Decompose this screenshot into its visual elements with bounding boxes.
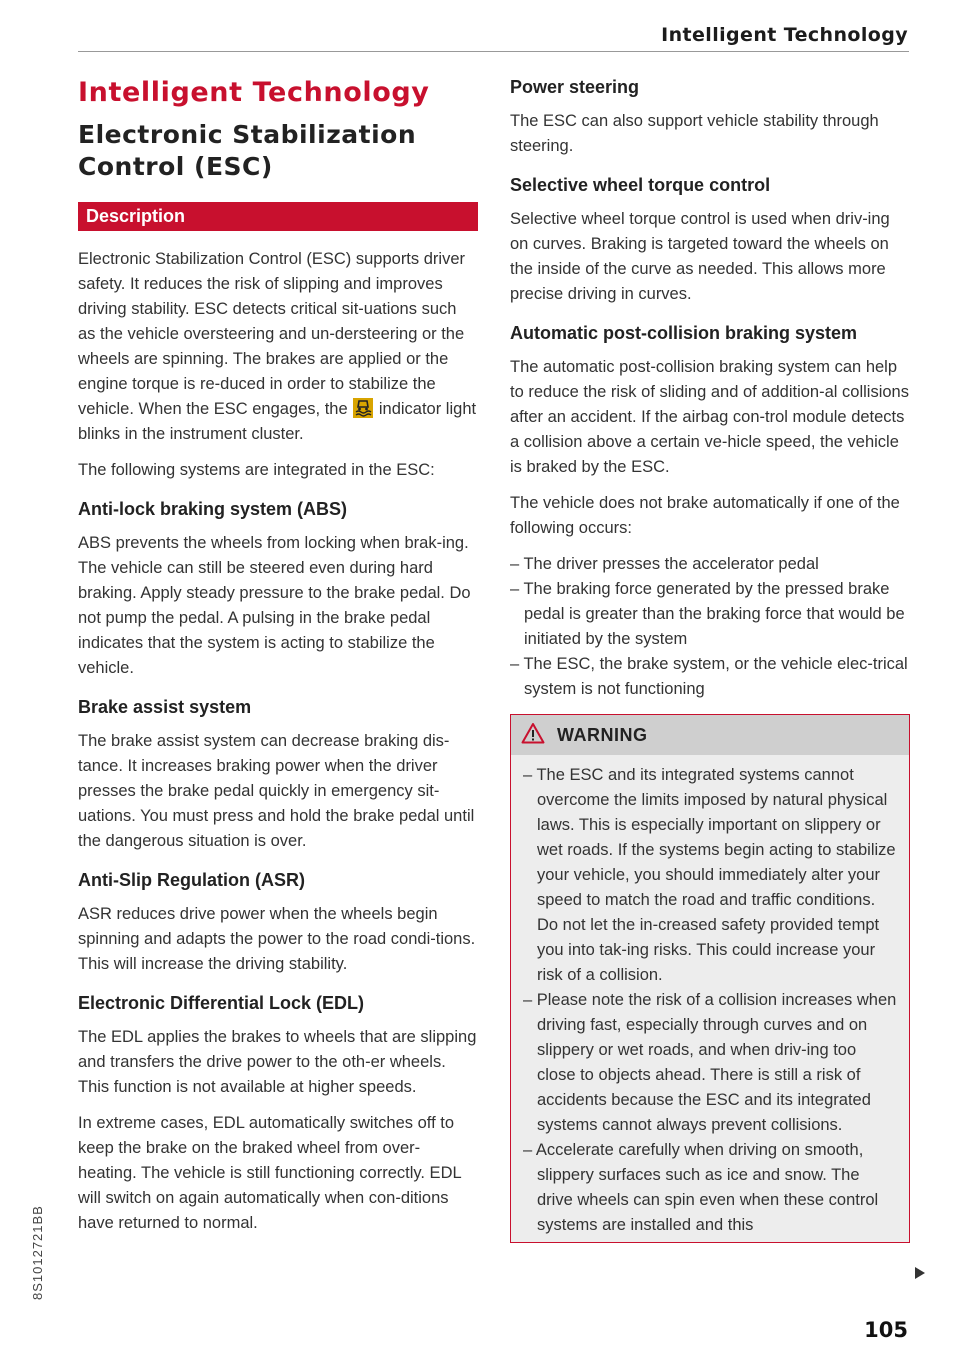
wheel-torque-paragraph: Selective wheel torque control is used when driv-ing on curves. Braking is targeted toward the wheels on the inside of the curve as needed. This allows more precise driving in curves. [510, 210, 890, 303]
list-item: – Accelerate carefully when driving on smooth, slippery surfaces such as ice and snow. The drive wheels can spin even when these control systems are installed and this [523, 1138, 897, 1238]
intro-text-after-icon: indicator light blinks in the instrument cluster. [78, 400, 477, 443]
intro-text-before-icon: Electronic Stabilization Control (ESC) supports driver safety. It reduces the risk of slipping and improves driving stability. ESC detects critical sit-uations such as the vehicle oversteering and un-dersteering or the wheels are spinning. The brakes are applied or the engine torque is re-duced in order to stabilize the vehicle. When the ESC engages, the [78, 250, 465, 418]
power-steering-heading: Power steering [510, 77, 640, 97]
header-divider [78, 51, 909, 52]
edl-paragraph-1: The EDL applies the brakes to wheels that are slipping and transfers the drive power to the oth-er wheels. This function is not available at higher speeds. [78, 1028, 477, 1096]
warning-triangle-icon [521, 722, 545, 748]
asr-heading: Anti-Slip Regulation (ASR) [78, 870, 305, 890]
brake-assist-heading: Brake assist system [78, 697, 252, 717]
list-item: – The braking force generated by the pressed brake pedal is greater than the braking force that would be initiated by the system [510, 577, 910, 652]
description-banner: Description [78, 202, 478, 231]
list-item: – The ESC and its integrated systems cannot overcome the limits imposed by natural physical laws. This is especially important on slippery or wet roads. If the systems begin acting to stabilize your vehicle, you should immediately alter your speed to match the road and traffic conditions. Do not let the in-creased safety provided tempt you into tak-ing risks. This could increase your risk of a collision. [523, 763, 897, 988]
section-title-line-1: Electronic Stabilization [78, 120, 417, 149]
asr-paragraph: ASR reduces drive power when the wheels begin spinning and adapts the power to the road condi-tions. This will increase the driving stability. [78, 905, 476, 973]
post-collision-paragraph: The automatic post-collision braking system can help to reduce the risk of sliding and of addition-al collisions after an accident. If the airbag con-trol module detects a collision above a certain ve-hicle speed, the vehicle is braked by the ESC. [510, 358, 909, 476]
section-title-line-2: Control (ESC) [78, 152, 273, 181]
warning-label: WARNING [557, 724, 648, 745]
continued-arrow-icon [915, 1267, 925, 1279]
warning-list [511, 755, 909, 1242]
power-steering-paragraph: The ESC can also support vehicle stability through steering. [510, 112, 879, 155]
esc-indicator-icon [353, 398, 373, 418]
post-collision-heading: Automatic post-collision braking system [510, 323, 858, 343]
wheel-torque-heading: Selective wheel torque control [510, 175, 771, 195]
warning-box [510, 714, 910, 1243]
list-item: – The ESC, the brake system, or the vehicle elec-trical system is not functioning [510, 652, 910, 702]
page-number: 105 [864, 1318, 908, 1342]
chapter-title: Intelligent Technology [78, 77, 430, 108]
section-title [78, 119, 478, 183]
brake-assist-paragraph: The brake assist system can decrease braking dis-tance. It increases braking power when the driver presses the brake pedal quickly in emergency sit-uations. You must press and hold the brake pedal until the dangerous situation is over. [78, 732, 475, 850]
conditions-list [510, 552, 910, 702]
edl-paragraph-2: In extreme cases, EDL automatically switches off to keep the brake on the braked wheel from over-heating. The vehicle is still functioning correctly. EDL will switch on again automatically when con-ditions have returned to normal. [78, 1114, 462, 1232]
post-collision-conditions-intro: The vehicle does not brake automatically if one of the following occurs: [510, 494, 900, 537]
abs-paragraph: ABS prevents the wheels from locking when brak-ing. The vehicle can still be steered even during hard braking. Apply steady pressure to the brake pedal. Do not pump the pedal. A pulsing in the brake pedal indicates that the system is acting to stabilize the vehicle. [78, 534, 471, 677]
warning-header [511, 715, 909, 755]
document-code: 8S1012721BB [30, 1205, 45, 1300]
integrated-systems-text: The following systems are integrated in the ESC: [78, 461, 435, 479]
intro-paragraph [78, 247, 478, 447]
right-column [510, 72, 910, 1243]
left-column [78, 72, 478, 1236]
edl-heading: Electronic Differential Lock (EDL) [78, 993, 365, 1013]
running-header: Intelligent Technology [661, 24, 908, 46]
list-item: – Please note the risk of a collision increases when driving fast, especially through curves and on slippery or wet roads, and when driv-ing too close to objects ahead. There is still a risk of accidents because the ESC and its integrated systems cannot always prevent collisions. [523, 988, 897, 1138]
abs-heading: Anti-lock braking system (ABS) [78, 499, 348, 519]
list-item: – The driver presses the accelerator pedal [510, 552, 910, 577]
